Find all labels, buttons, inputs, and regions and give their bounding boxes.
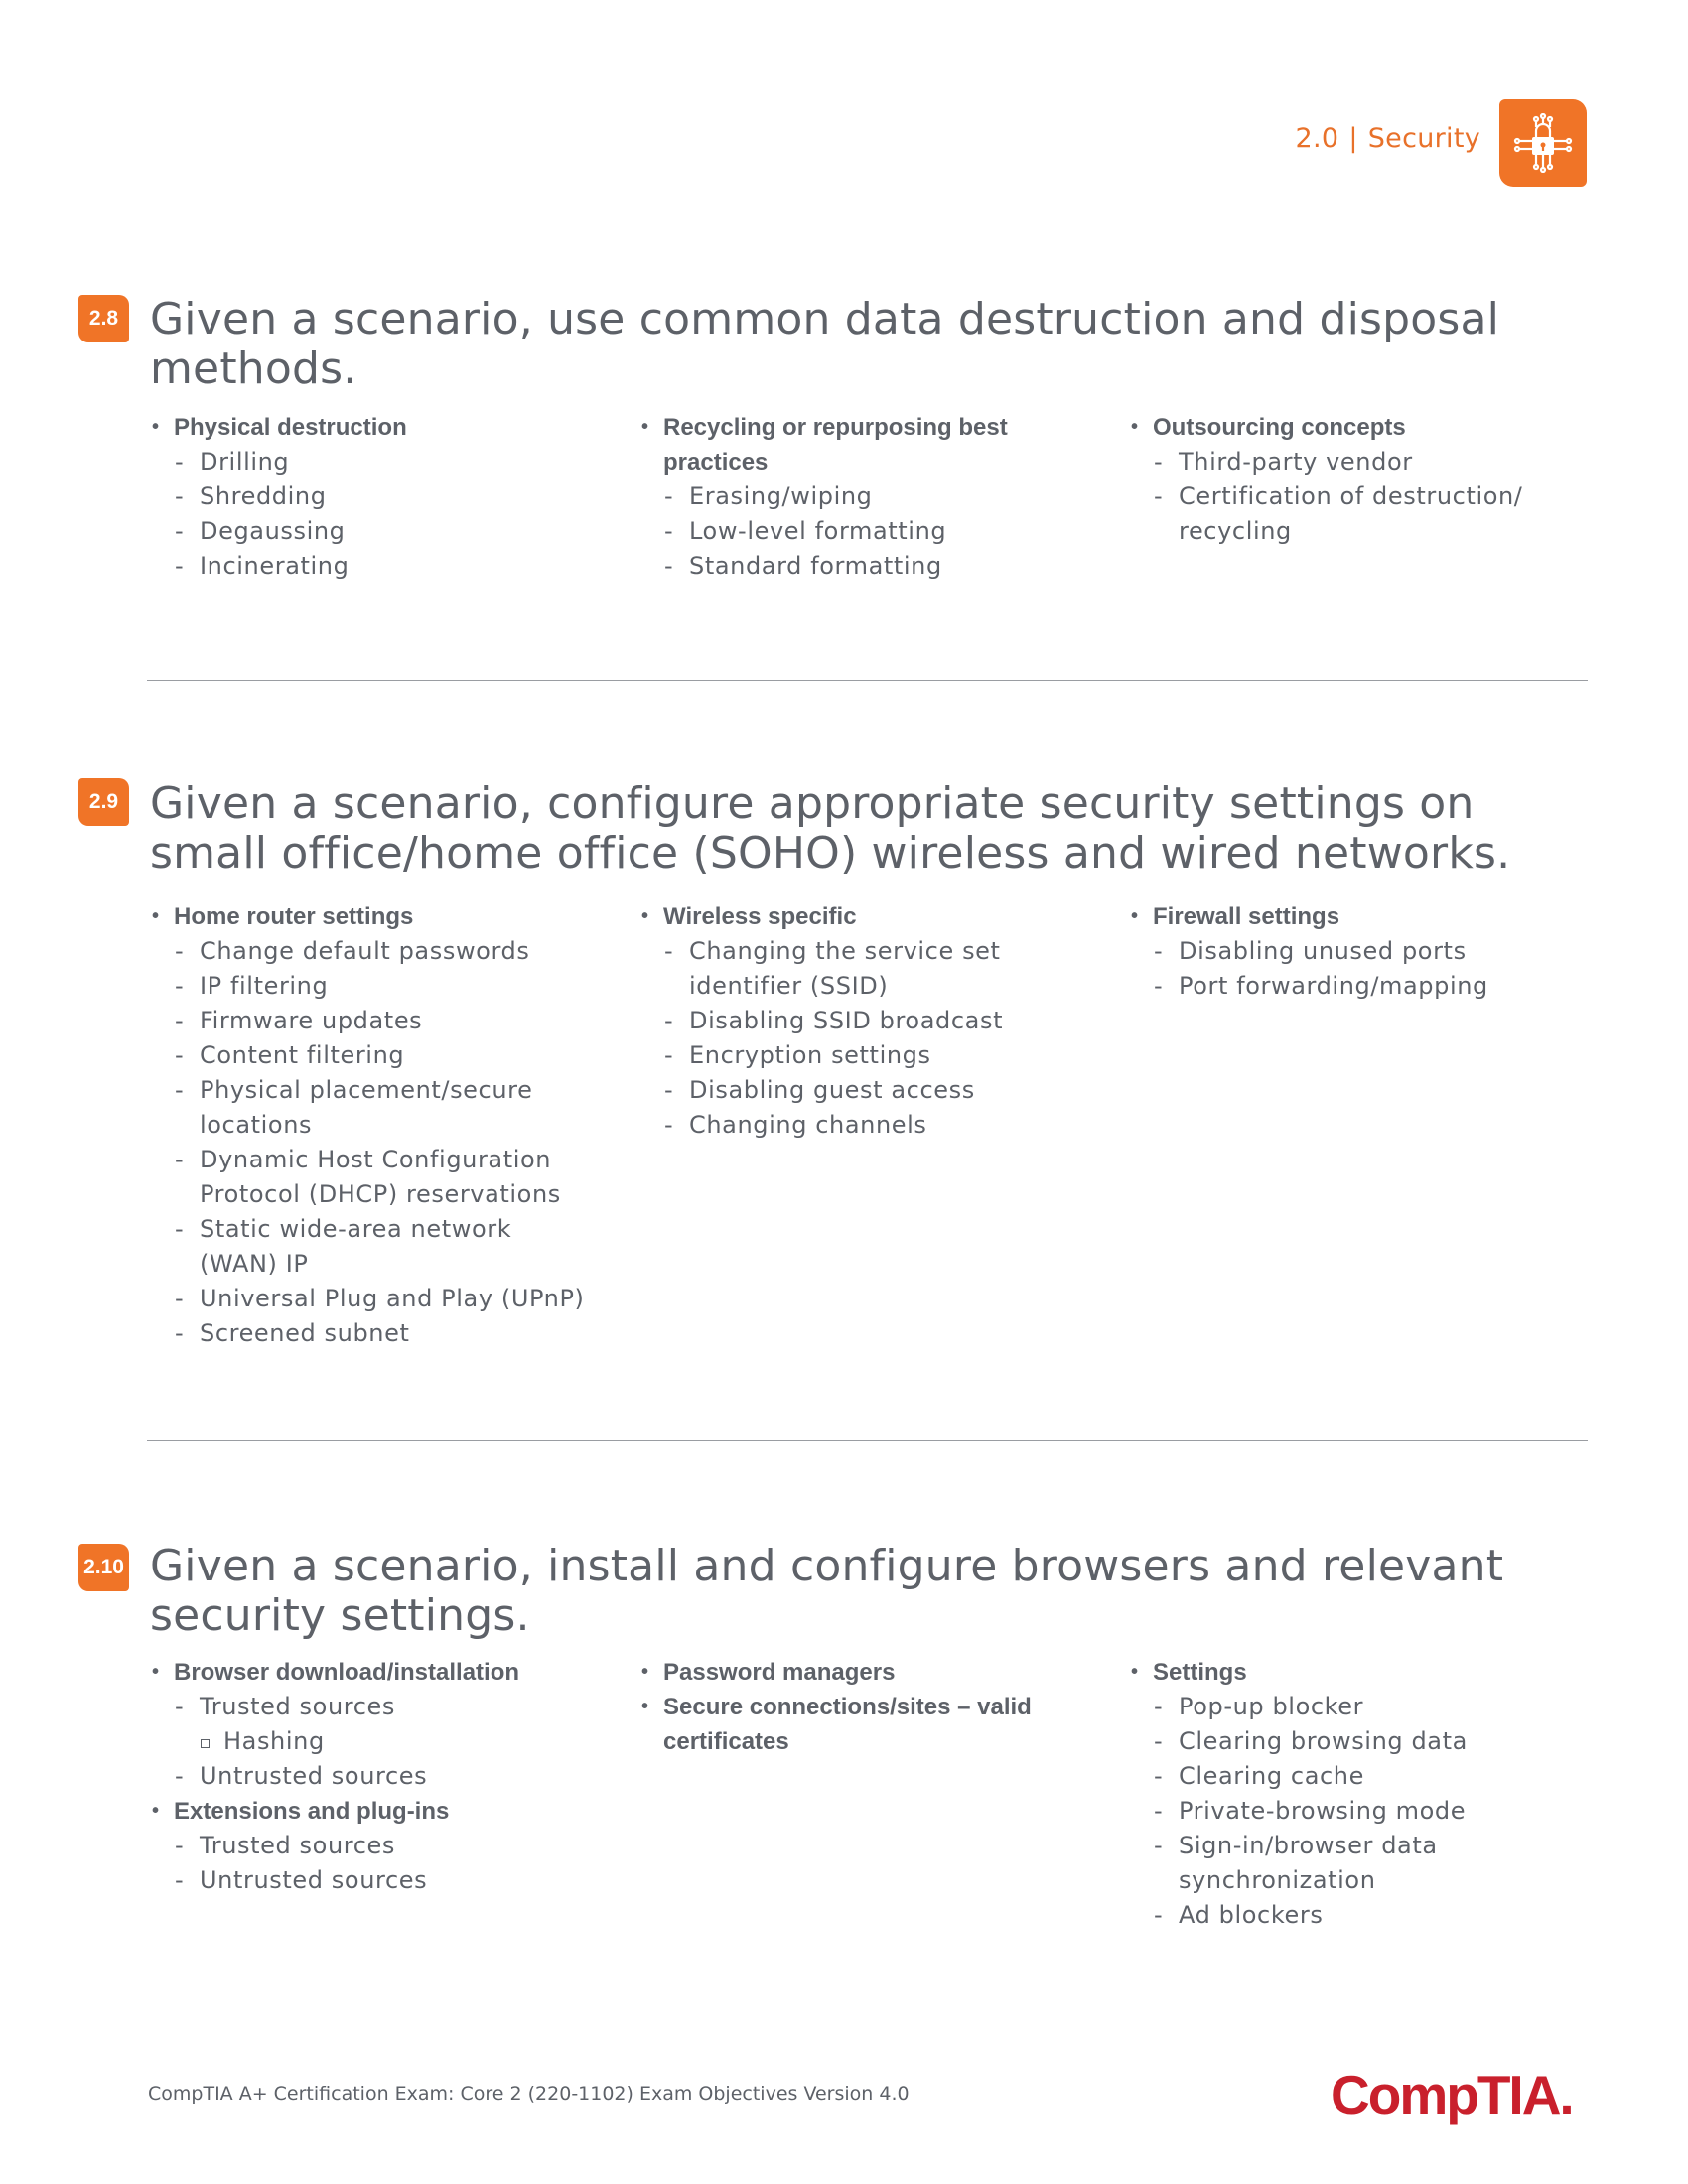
nested-list-item: Hashing	[150, 1724, 587, 1759]
list-item: - Clearing browsing data	[1129, 1724, 1546, 1759]
list-item: - Erasing/wiping	[639, 479, 1076, 514]
section-divider	[147, 1440, 1588, 1441]
list-item: - Physical placement/secure locations	[150, 1073, 587, 1143]
list-item: - Disabling guest access	[639, 1073, 1056, 1108]
list-item: - Ad blockers	[1129, 1898, 1546, 1933]
list-item: - Universal Plug and Play (UPnP)	[150, 1282, 587, 1316]
objective-badge: 2.9	[78, 778, 129, 826]
list-item: - Untrusted sources	[150, 1863, 587, 1898]
section-divider	[147, 680, 1588, 681]
list-item: - Drilling	[150, 445, 587, 479]
list-item: - Untrusted sources	[150, 1759, 587, 1794]
list-item: - Changing the service set identifier (SSID)	[639, 934, 1056, 1004]
list-item: - Port forwarding/mapping	[1129, 969, 1576, 1004]
list-item: - Third-party vendor	[1129, 445, 1546, 479]
topic-heading: • Firewall settings	[1129, 899, 1576, 934]
objective-title: Given a scenario, use common data destruction and disposal methods.	[150, 294, 1500, 394]
topic-column	[150, 1655, 587, 1898]
page-header	[1295, 123, 1480, 154]
objective-badge: 2.8	[78, 295, 129, 342]
list-item: - Low-level formatting	[639, 514, 1076, 549]
topic-heading: • Secure connections/sites – valid certificates	[639, 1690, 1037, 1759]
topic-heading: • Browser download/installation	[150, 1655, 587, 1690]
objective-title: Given a scenario, configure appropriate security settings on small office/home office (SOHO) wireless and wired networks.	[150, 778, 1511, 879]
topic-heading: • Extensions and plug-ins	[150, 1794, 587, 1829]
list-item: - Firmware updates	[150, 1004, 587, 1038]
objective-badge: 2.10	[78, 1544, 129, 1591]
objective-title: Given a scenario, install and configure browsers and relevant security settings.	[150, 1541, 1504, 1641]
list-item: - Degaussing	[150, 514, 587, 549]
list-item: - Trusted sources	[150, 1829, 587, 1863]
list-item: - Content filtering	[150, 1038, 587, 1073]
list-item: - Disabling SSID broadcast	[639, 1004, 1056, 1038]
topic-heading: • Outsourcing concepts	[1129, 410, 1546, 445]
topic-column	[639, 410, 1076, 584]
list-item: - Trusted sources	[150, 1690, 587, 1724]
topic-heading: • Physical destruction	[150, 410, 587, 445]
list-item: - Sign-in/browser data synchronization	[1129, 1829, 1546, 1898]
topic-heading: • Password managers	[639, 1655, 1037, 1690]
topic-heading: • Recycling or repurposing best practices	[639, 410, 1076, 479]
list-item: - Disabling unused ports	[1129, 934, 1576, 969]
list-item: - Pop-up blocker	[1129, 1690, 1546, 1724]
list-item: - Certification of destruction/ recycling	[1129, 479, 1546, 549]
list-item: - IP filtering	[150, 969, 587, 1004]
footer-text: CompTIA A+ Certification Exam: Core 2 (220-1102) Exam Objectives Version 4.0	[148, 2083, 910, 2105]
topic-column	[1129, 1655, 1546, 1933]
list-item: - Clearing cache	[1129, 1759, 1546, 1794]
topic-heading: • Home router settings	[150, 899, 587, 934]
list-item: - Standard formatting	[639, 549, 1076, 584]
topic-column	[1129, 899, 1576, 1004]
list-item: - Shredding	[150, 479, 587, 514]
list-item: - Screened subnet	[150, 1316, 587, 1351]
topic-column	[639, 1655, 1037, 1759]
list-item: - Dynamic Host Configuration Protocol (DHCP) reservations	[150, 1143, 587, 1212]
list-item: - Static wide-area network (WAN) IP	[150, 1212, 587, 1282]
list-item: - Encryption settings	[639, 1038, 1056, 1073]
header-number: 2.0	[1295, 123, 1339, 154]
topic-column	[639, 899, 1056, 1143]
security-circuit-lock-icon	[1499, 99, 1587, 187]
topic-column	[1129, 410, 1546, 549]
list-item: - Private-browsing mode	[1129, 1794, 1546, 1829]
list-item: - Change default passwords	[150, 934, 587, 969]
list-item: - Incinerating	[150, 549, 587, 584]
topic-column	[150, 410, 587, 584]
topic-column	[150, 899, 587, 1351]
topic-heading: • Settings	[1129, 1655, 1546, 1690]
list-item: - Changing channels	[639, 1108, 1056, 1143]
comptia-logo: CompTIA.	[1331, 2064, 1573, 2125]
header-separator: |	[1348, 123, 1358, 154]
header-title: Security	[1367, 123, 1480, 154]
topic-heading: • Wireless specific	[639, 899, 1056, 934]
